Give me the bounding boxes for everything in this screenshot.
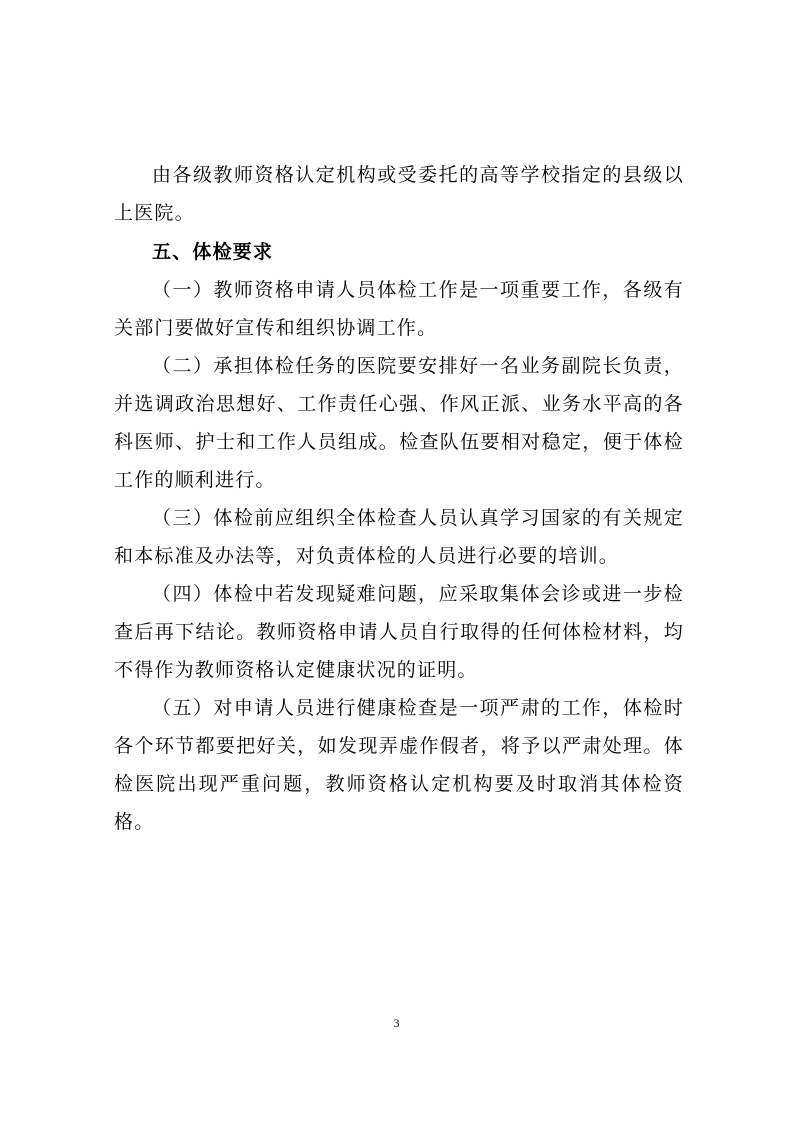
requirement-paragraph-3: （三）体检前应组织全体检查人员认真学习国家的有关规定和本标准及办法等，对负责体检的人员进行必要的培训。 (114, 507, 684, 567)
requirement-paragraph-1: （一）教师资格申请人员体检工作是一项重要工作，各级有关部门要做好宣传和组织协调工作。 (114, 279, 684, 339)
section-heading: 五、体检要求 (152, 241, 274, 263)
requirement-paragraph-2: （二）承担体检任务的医院要安排好一名业务副院长负责，并选调政治思想好、工作责任心强、作风正派、业务水平高的各科医师、护士和工作人员组成。检查队伍要相对稳定，便于体检工作的顺利进行。 (114, 355, 684, 491)
intro-paragraph: 由各级教师资格认定机构或受委托的高等学校指定的县级以上医院。 (114, 164, 684, 224)
requirement-paragraph-4: （四）体检中若发现疑难问题，应采取集体会诊或进一步检查后再下结论。教师资格申请人员自行取得的任何体检材料，均不得作为教师资格认定健康状况的证明。 (114, 583, 684, 681)
requirement-paragraph-5: （五）对申请人员进行健康检查是一项严肃的工作，体检时各个环节都要把好关，如发现弄虚作假者，将予以严肃处理。体检医院出现严重问题，教师资格认定机构要及时取消其体检资格。 (114, 697, 684, 833)
page-number: 3 (393, 1016, 400, 1030)
